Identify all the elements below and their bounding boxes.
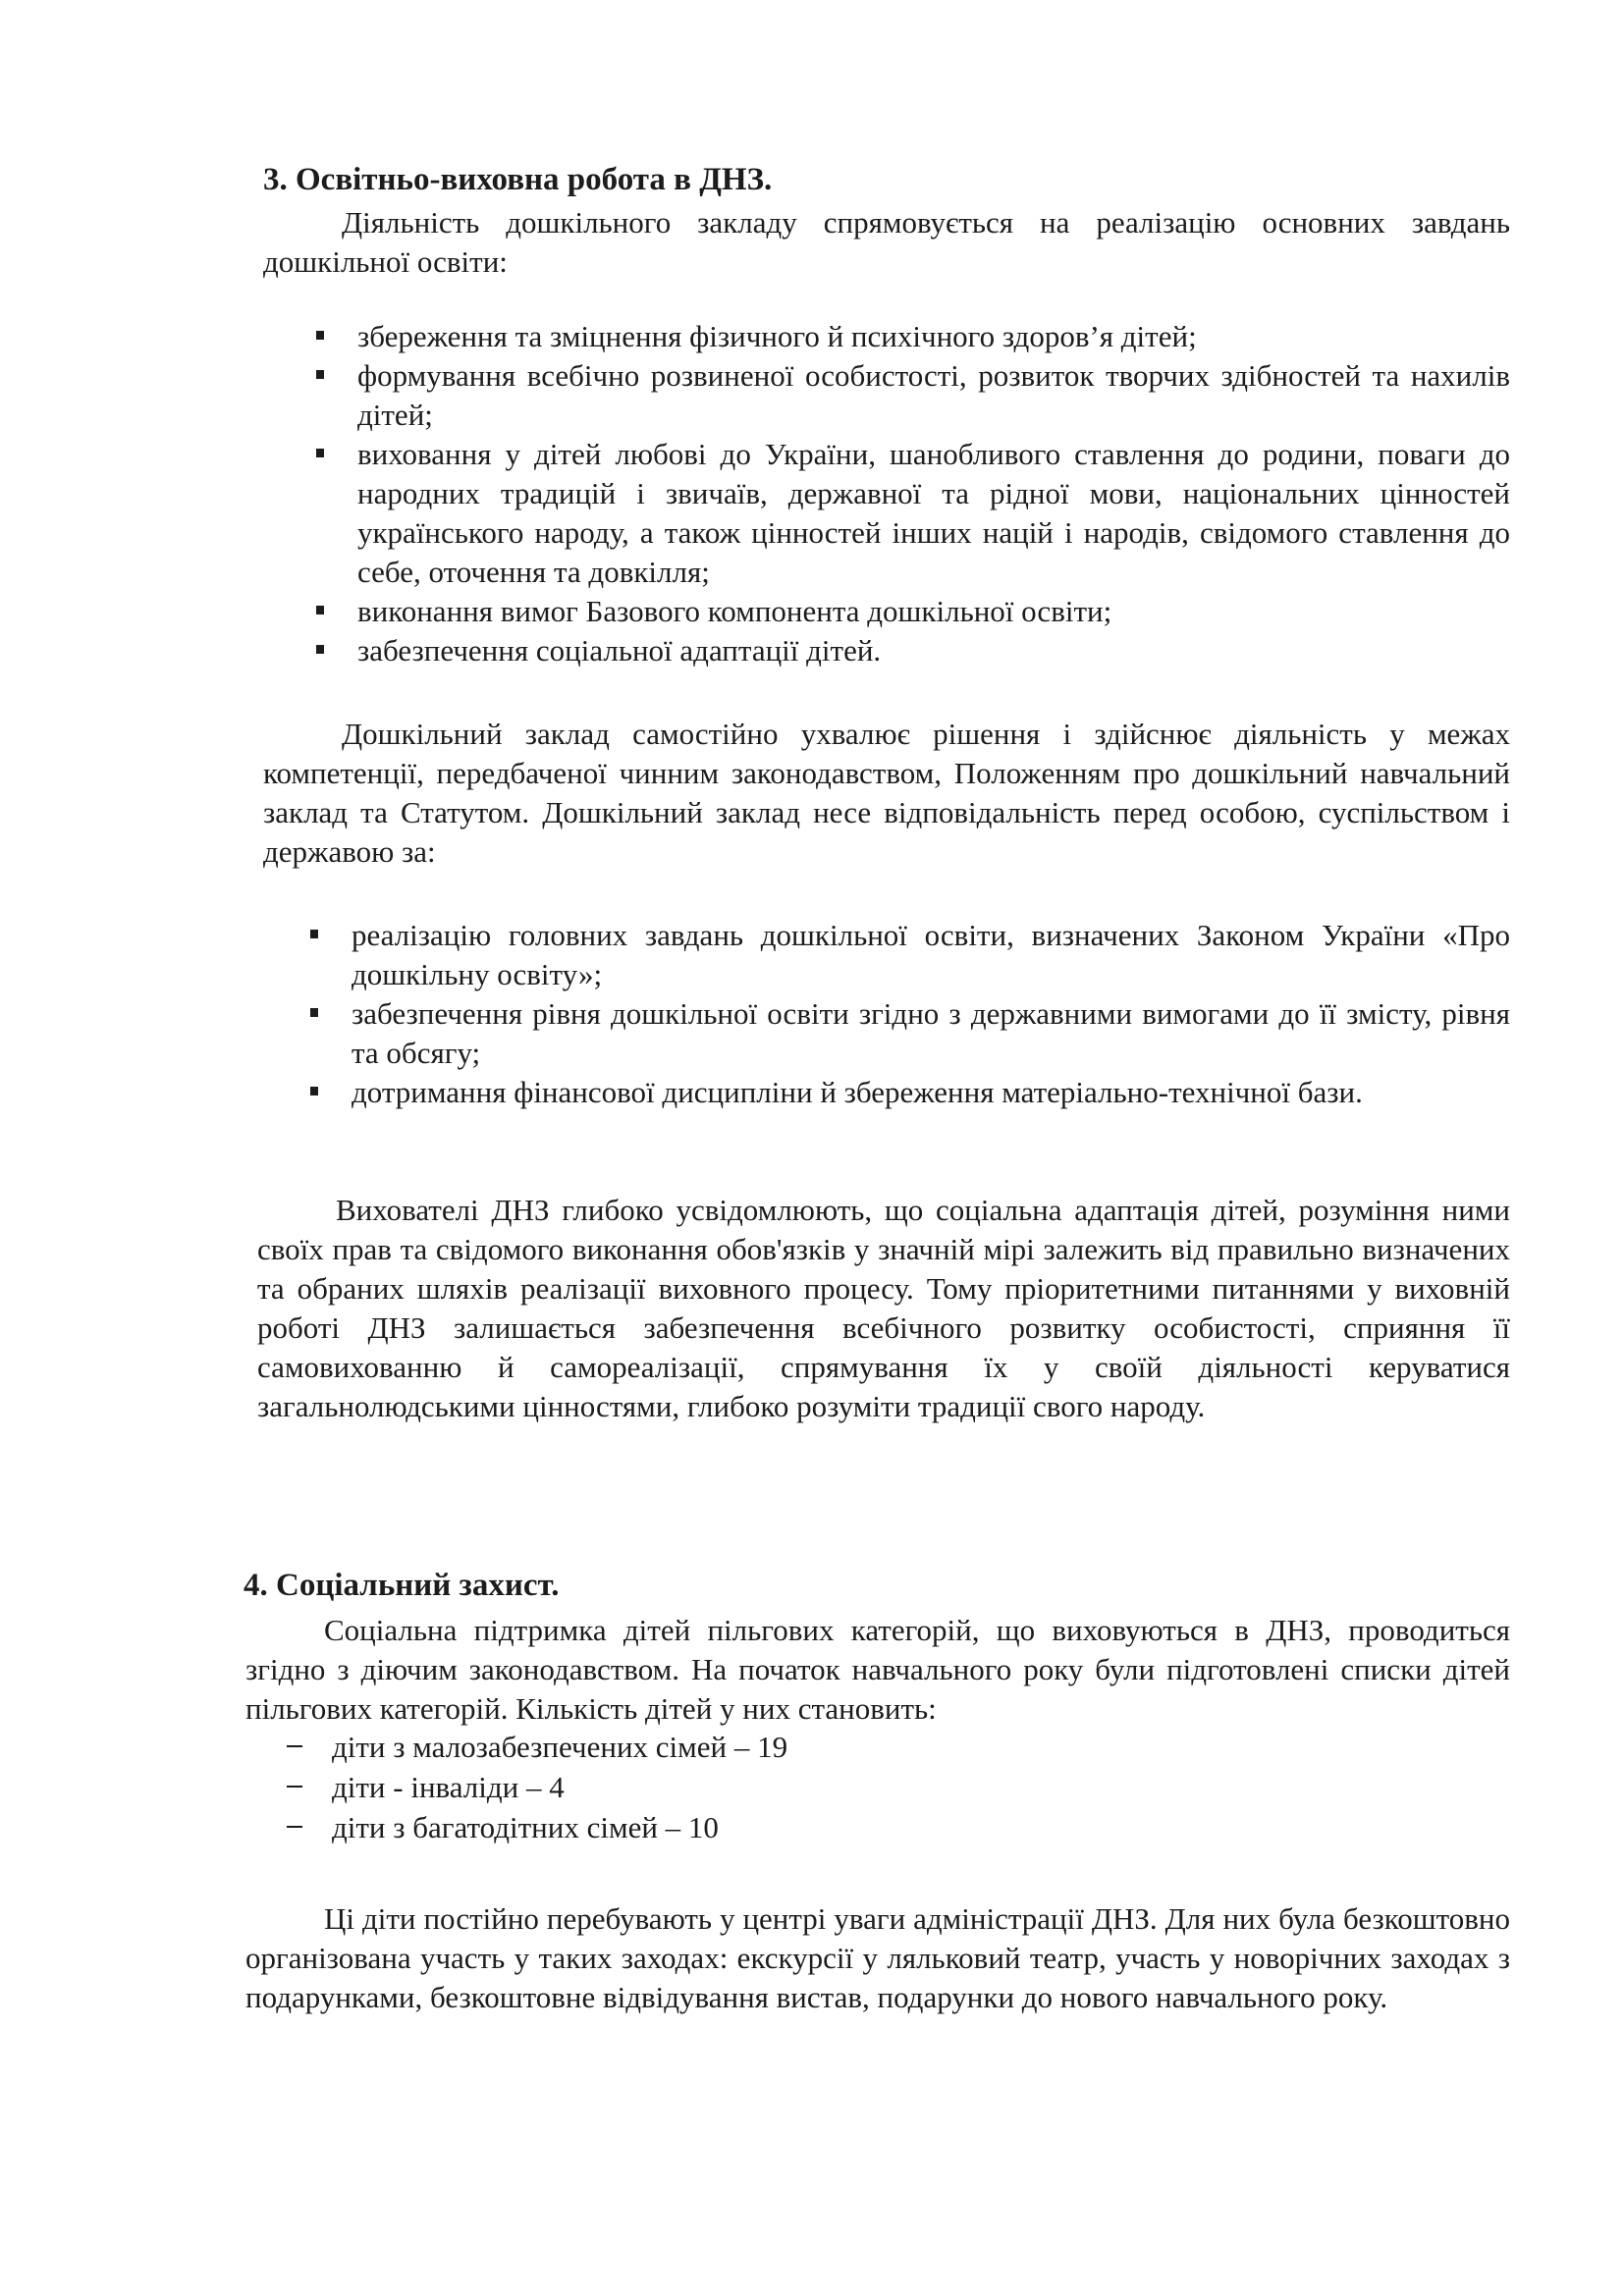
responsibility-paragraph: Дошкільний заклад самостійно ухвалює рішення і здійснює діяльність у межах компетенції, передбаченої чинним законодавством, Положенням про дошкільний навчальний заклад та Статутом. Дошкільний заклад несе відповідальність перед особою, суспільством і державою за: (263, 717, 1510, 869)
list-item-text: виконання вимог Базового компонента дошкільної освіти; (357, 594, 1112, 628)
list-item-text: виховання у дітей любові до України, шанобливого ставлення до родини, поваги до народних традицій і звичаїв, державної та рідної мови, національних цінностей українського народу, а також цінностей інших націй і народів, свідомого ставлення до себе, оточення та довкілля; (357, 437, 1510, 589)
bullet-icon (316, 606, 324, 614)
bullet-icon (316, 370, 324, 379)
list-item (352, 994, 1510, 1073)
bullet-icon (316, 449, 324, 457)
closing-paragraph: Ці діти постійно перебувають у центрі уваги адміністрації ДНЗ. Для них була безкоштовно організована участь у таких заходах: екскурсії у ляльковий театр, участь у новорічних заходах з подарунками, безкоштовне відвідування вистав, подарунки до нового навчального року. (245, 1901, 1510, 2014)
list-item (332, 1807, 1216, 1847)
bullet-icon (310, 930, 318, 938)
bullet-icon (310, 1087, 318, 1095)
list-item (352, 1073, 1510, 1112)
list-item (357, 317, 1510, 356)
dash-icon (287, 1826, 302, 1828)
list-item (357, 435, 1510, 592)
list-item-text: формування всебічно розвиненої особистості, розвиток творчих здібностей та нахилів дітей; (357, 358, 1510, 432)
list-item (352, 916, 1510, 994)
list-item (332, 1727, 1216, 1767)
list-item (357, 356, 1510, 435)
responsibilities-list (352, 916, 1510, 1112)
educators-paragraph: Вихователі ДНЗ глибоко усвідомлюють, що соціальна адаптація дітей, розуміння ними своїх прав та свідомого виконання обов'язків у значній мірі залежить від правильно визначених та обраних шляхів реалізації виховного процесу. Тому пріоритетними питаннями у виховній роботі ДНЗ залишається забезпечення всебічного розвитку особистості, сприяння її самовихованню й самореалізації, спрямування їх у своїй діяльності керуватися загальнолюдськими цінностями, глибоко розуміти традиції свого народу. (257, 1193, 1510, 1423)
dash-icon (287, 1786, 302, 1788)
list-item (332, 1767, 1216, 1807)
dash-icon (287, 1745, 302, 1747)
education-tasks-list (357, 317, 1510, 670)
section-3-intro: Діяльність дошкільного закладу спрямовується на реалізацію основних завдань дошкільної освіти: (263, 205, 1510, 279)
list-item-text: діти з малозабезпечених сімей – 19 (332, 1730, 788, 1764)
list-item-text: реалізацію головних завдань дошкільної освіти, визначених Законом України «Про дошкільну освіту»; (352, 918, 1510, 991)
section-4-heading: 4. Соціальний захист. (244, 1568, 560, 1603)
bullet-icon (310, 1008, 318, 1017)
list-item (357, 592, 1510, 631)
list-item-text: збереження та зміцнення фізичного й психічного здоров’я дітей; (357, 319, 1197, 353)
bullet-icon (316, 331, 324, 340)
list-item-text: діти з багатодітних сімей – 10 (332, 1810, 719, 1844)
benefit-categories-list (332, 1727, 1216, 1847)
section-3-heading: 3. Освітньо-виховна робота в ДНЗ. (263, 162, 773, 197)
list-item-text: забезпечення соціальної адаптації дітей. (357, 633, 882, 667)
list-item-text: діти - інваліди – 4 (332, 1770, 565, 1804)
bullet-icon (316, 645, 324, 654)
list-item-text: дотримання фінансової дисципліни й збереження матеріально-технічної бази. (352, 1075, 1363, 1109)
section-4-intro: Соціальна підтримка дітей пільгових категорій, що виховуються в ДНЗ, проводиться згідно з діючим законодавством. На початок навчального року були підготовлені списки дітей пільгових категорій. Кількість дітей у них становить: (245, 1613, 1510, 1726)
list-item (357, 631, 1510, 670)
list-item-text: забезпечення рівня дошкільної освіти згідно з державними вимогами до її змісту, рівня та обсягу; (352, 996, 1510, 1070)
